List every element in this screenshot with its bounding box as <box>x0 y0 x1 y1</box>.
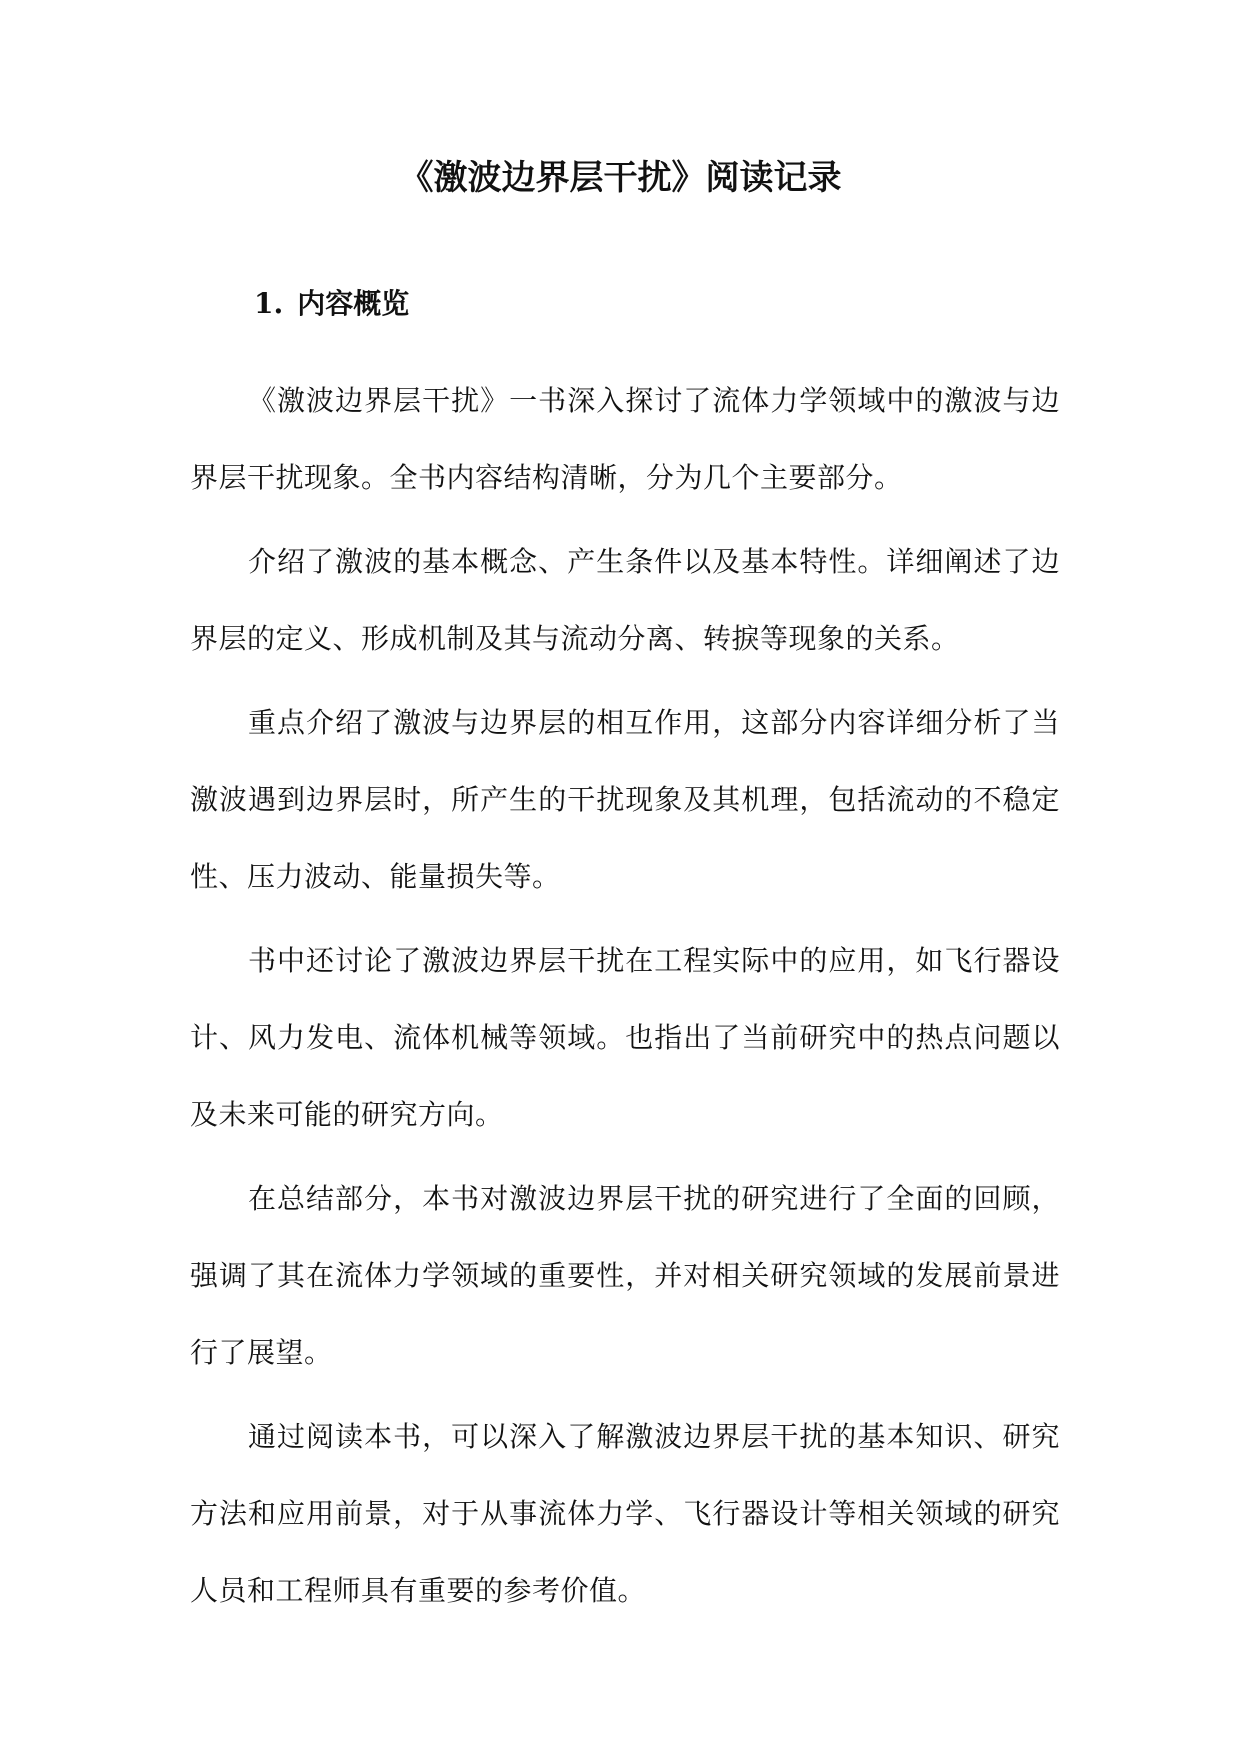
document-body <box>190 362 1060 1636</box>
paragraph: 书中还讨论了激波边界层干扰在工程实际中的应用，如飞行器设计、风力发电、流体机械等领域。也指出了当前研究中的热点问题以及未来可能的研究方向。 <box>190 944 1060 1131</box>
paragraph: 在总结部分，本书对激波边界层干扰的研究进行了全面的回顾，强调了其在流体力学领域的重要性，并对相关研究领域的发展前景进行了展望。 <box>190 1182 1060 1369</box>
paragraph: 重点介绍了激波与边界层的相互作用，这部分内容详细分析了当激波遇到边界层时，所产生的干扰现象及其机理，包括流动的不稳定性、压力波动、能量损失等。 <box>190 706 1060 893</box>
document-title: 《激波边界层干扰》阅读记录 <box>399 158 842 198</box>
section-title: 内容概览 <box>297 287 410 320</box>
paragraph: 《激波边界层干扰》一书深入探讨了流体力学领域中的激波与边界层干扰现象。全书内容结构清晰，分为几个主要部分。 <box>190 384 1060 494</box>
paragraph: 介绍了激波的基本概念、产生条件以及基本特性。详细阐述了边界层的定义、形成机制及其与流动分离、转捩等现象的关系。 <box>190 545 1060 655</box>
section-heading <box>254 280 409 328</box>
section-number: 1. <box>254 287 284 320</box>
paragraph: 通过阅读本书，可以深入了解激波边界层干扰的基本知识、研究方法和应用前景，对于从事流体力学、飞行器设计等相关领域的研究人员和工程师具有重要的参考价值。 <box>190 1420 1060 1607</box>
